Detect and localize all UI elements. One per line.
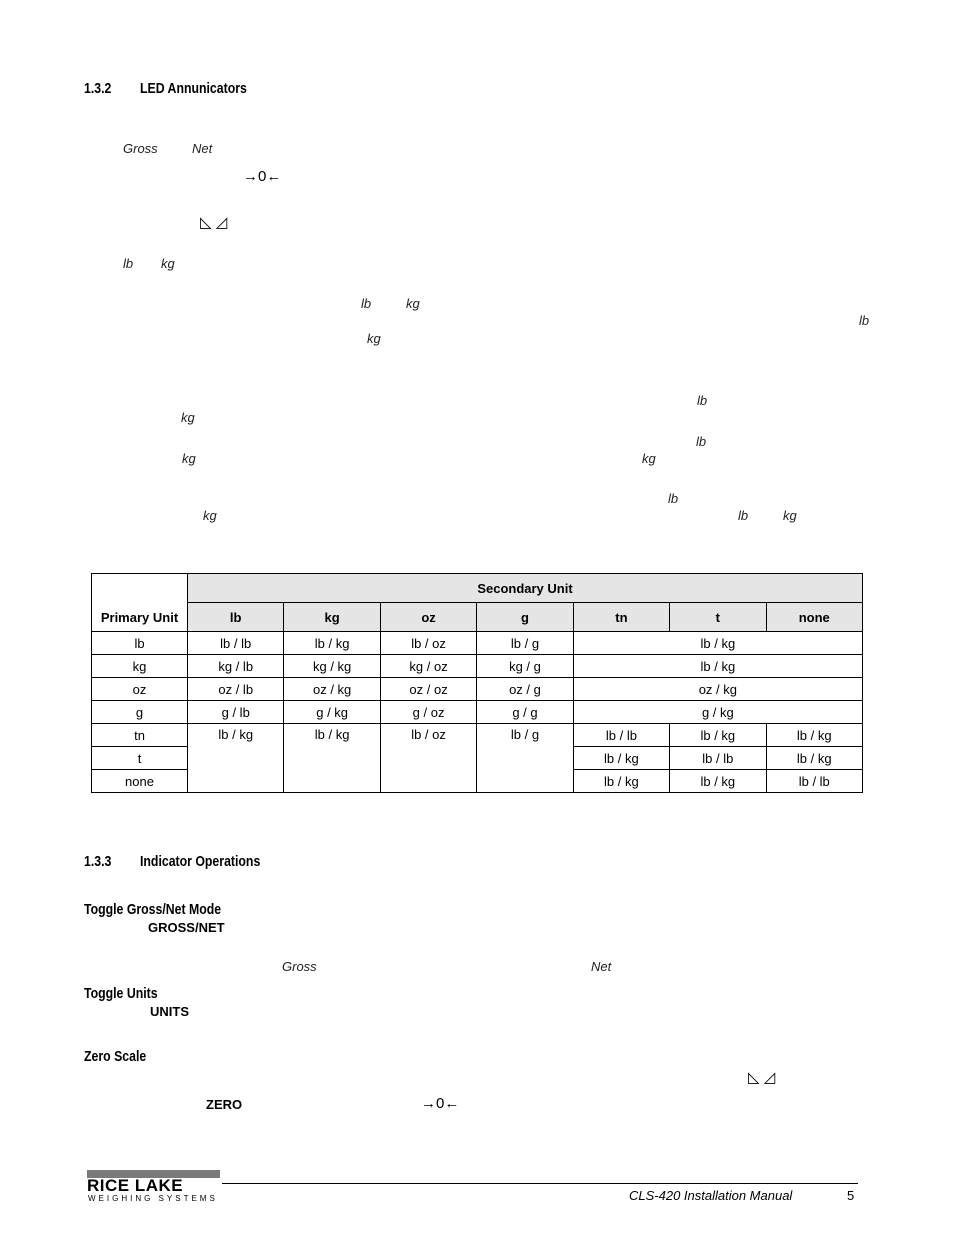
col-header: t — [670, 603, 766, 632]
table-cell: lb / kg — [670, 724, 766, 747]
table-row — [92, 655, 863, 678]
table-cell-span: lb / kg — [188, 724, 284, 793]
table-row — [92, 724, 863, 747]
unit-kg-7: kg — [203, 508, 217, 523]
rice-lake-logo: RICE LAKE — [87, 1176, 184, 1195]
row-unit: g — [92, 701, 188, 724]
col-header: lb — [188, 603, 284, 632]
table-cell-merged: lb / kg — [573, 632, 862, 655]
net-mode-label: Net — [591, 959, 612, 974]
table-cell-span: lb / oz — [380, 724, 476, 793]
zero-key: ZERO — [206, 1097, 243, 1112]
table-cell: oz / kg — [284, 678, 380, 701]
row-unit: tn — [92, 724, 188, 747]
unit-lb-5: lb — [696, 434, 707, 449]
table-cell: lb / kg — [573, 770, 669, 793]
net-label: Net — [192, 141, 213, 156]
toggle-gross-net-title: Toggle Gross/Net Mode — [84, 901, 222, 918]
unit-kg-5: kg — [182, 451, 196, 466]
table-cell: lb / kg — [766, 747, 862, 770]
table-cell: kg / kg — [284, 655, 380, 678]
table-cell: kg / lb — [188, 655, 284, 678]
table-cell: lb / kg — [284, 632, 380, 655]
primary-unit-header: Primary Unit — [92, 574, 188, 632]
row-unit: none — [92, 770, 188, 793]
zero-scale-title: Zero Scale — [84, 1048, 147, 1065]
table-cell: lb / kg — [573, 747, 669, 770]
standstill-icon: ◺ ◿ — [200, 214, 228, 231]
center-of-zero-icon: →0← — [243, 168, 282, 185]
table-cell-merged: lb / kg — [573, 655, 862, 678]
unit-lb-2: lb — [361, 296, 372, 311]
table-cell-merged: g / kg — [573, 701, 862, 724]
table-row — [92, 701, 863, 724]
unit-kg-3: kg — [367, 331, 381, 346]
table-cell-span: lb / g — [477, 724, 573, 793]
gross-mode-label: Gross — [282, 959, 317, 974]
table-cell: g / lb — [188, 701, 284, 724]
unit-kg-6: kg — [642, 451, 656, 466]
col-header: oz — [380, 603, 476, 632]
unit-lb-4: lb — [697, 393, 708, 408]
table-cell: g / kg — [284, 701, 380, 724]
table-cell: lb / lb — [766, 770, 862, 793]
table-cell: kg / oz — [380, 655, 476, 678]
unit-kg-8: kg — [783, 508, 797, 523]
footer-rule — [222, 1183, 858, 1184]
col-header: none — [766, 603, 862, 632]
table-cell: g / g — [477, 701, 573, 724]
page-number: 5 — [847, 1188, 855, 1203]
unit-kg-2: kg — [406, 296, 420, 311]
toggle-units-title: Toggle Units — [84, 985, 158, 1002]
table-cell: oz / g — [477, 678, 573, 701]
section-title-132: LED Annunicators — [140, 80, 247, 97]
unit-kg-4: kg — [181, 410, 195, 425]
table-cell: lb / lb — [188, 632, 284, 655]
row-unit: kg — [92, 655, 188, 678]
table-cell: oz / oz — [380, 678, 476, 701]
table-cell: g / oz — [380, 701, 476, 724]
unit-kg-1: kg — [161, 256, 175, 271]
table-cell: kg / g — [477, 655, 573, 678]
table-cell: lb / oz — [380, 632, 476, 655]
section-number-132: 1.3.2 — [84, 80, 112, 97]
unit-combination-table — [91, 573, 863, 793]
row-unit: t — [92, 747, 188, 770]
unit-lb-1: lb — [123, 256, 134, 271]
unit-lb-6: lb — [668, 491, 679, 506]
gross-net-key: GROSS/NET — [148, 920, 225, 935]
table-cell: lb / lb — [573, 724, 669, 747]
logo-subtitle: WEIGHING SYSTEMS — [88, 1194, 218, 1203]
manual-title: CLS-420 Installation Manual — [629, 1188, 793, 1203]
table-cell: lb / lb — [670, 747, 766, 770]
section-number-133: 1.3.3 — [84, 853, 112, 870]
unit-lb-3: lb — [859, 313, 870, 328]
row-unit: oz — [92, 678, 188, 701]
col-header: tn — [573, 603, 669, 632]
unit-lb-7: lb — [738, 508, 749, 523]
gross-label: Gross — [123, 141, 158, 156]
table-cell-span: lb / kg — [284, 724, 380, 793]
table-cell-merged: oz / kg — [573, 678, 862, 701]
col-header: g — [477, 603, 573, 632]
standstill-icon: ◺ ◿ — [748, 1069, 776, 1086]
center-of-zero-icon: →0← — [421, 1095, 460, 1112]
row-unit: lb — [92, 632, 188, 655]
table-cell: lb / kg — [766, 724, 862, 747]
table-cell: lb / kg — [670, 770, 766, 793]
table-row — [92, 678, 863, 701]
table-cell: oz / lb — [188, 678, 284, 701]
col-header: kg — [284, 603, 380, 632]
table-row — [92, 632, 863, 655]
section-title-133: Indicator Operations — [140, 853, 261, 870]
units-key: UNITS — [150, 1004, 189, 1019]
table-cell: lb / g — [477, 632, 573, 655]
secondary-unit-header: Secondary Unit — [188, 574, 863, 603]
